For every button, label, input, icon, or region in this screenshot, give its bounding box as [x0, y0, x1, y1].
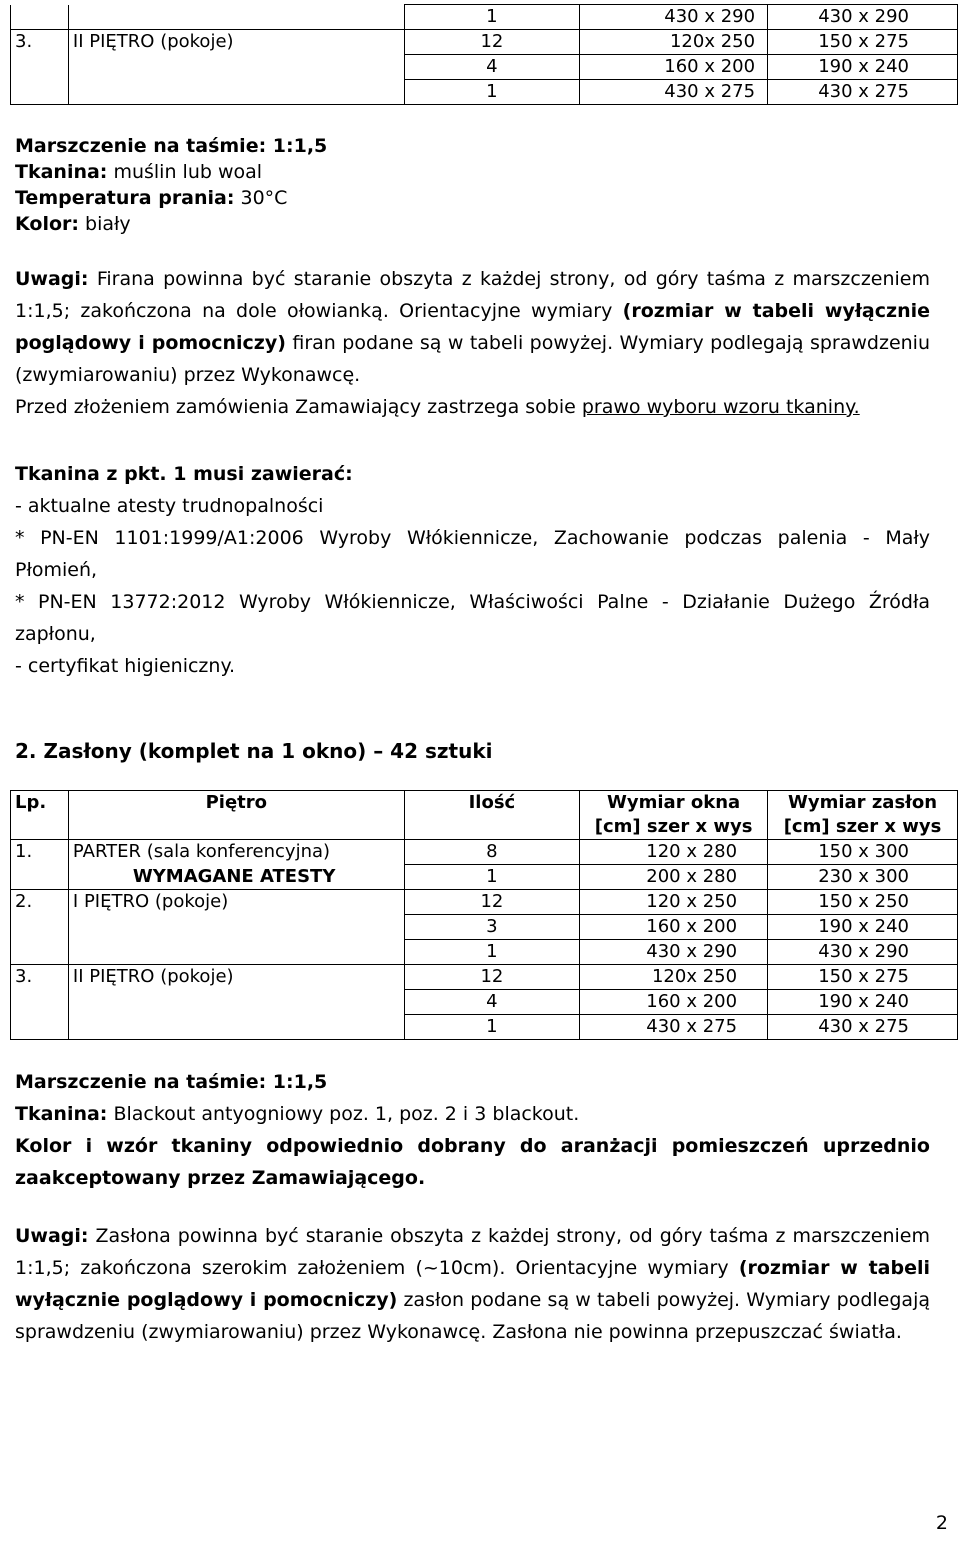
table-cell-ilosc: 12 — [404, 890, 580, 915]
table-row — [11, 55, 958, 80]
table-cell-pietro: II PIĘTRO (pokoje) — [68, 965, 404, 990]
table-cell-ilosc: 12 — [404, 30, 580, 55]
table-row — [11, 965, 958, 990]
table-cell-okno: 120 x 280 — [580, 840, 768, 865]
marszczenie-line: Marszczenie na taśmie: 1:1,5 — [15, 1071, 328, 1093]
temperatura-line — [15, 185, 327, 211]
header-line: Wymiar zasłon — [788, 792, 938, 813]
table-row — [11, 865, 958, 890]
header-line: [cm] szer x wys — [783, 816, 942, 837]
table-cell-okno: 120 x 250 — [580, 890, 768, 915]
table-row — [11, 915, 958, 940]
table-cell-pietro: PARTER (sala konferencyjna) — [68, 840, 404, 865]
table-cell-zaslon: 150 x 250 — [768, 890, 958, 915]
uwagi-label: Uwagi: — [15, 268, 89, 290]
uwagi-paragraph-zaslony — [15, 1220, 930, 1348]
requirement-item: * PN-EN 13772:2012 Wyroby Włókiennicze, Właściwości Palne - Działanie Dużego Źródła zapłonu, — [15, 591, 930, 645]
uwagi-label: Uwagi: — [15, 1225, 89, 1247]
tkanina-requirements — [15, 458, 930, 682]
table-cell-zaslon: 150 x 275 — [768, 965, 958, 990]
table-cell-ilosc: 1 — [404, 865, 580, 890]
curtain-spec — [15, 133, 327, 237]
tkanina-value: muślin lub woal — [107, 161, 263, 183]
page-number: 2 — [935, 1512, 948, 1534]
section-heading: 2. Zasłony (komplet na 1 okno) – 42 sztuki — [15, 739, 493, 763]
table-row — [11, 30, 958, 55]
tkanina-label: Tkanina: — [15, 161, 108, 183]
table-cell-zaslon: 430 x 290 — [768, 940, 958, 965]
kolor-label: Kolor: — [15, 213, 79, 235]
table-cell-okno: 200 x 280 — [580, 865, 768, 890]
table-cell-okno: 160 x 200 — [580, 990, 768, 1015]
table-cell-ilosc: 1 — [404, 5, 580, 30]
header-line: Wymiar okna — [607, 792, 741, 813]
table-cell-ilosc: 4 — [404, 990, 580, 1015]
table-cell-okno: 430 x 275 — [580, 80, 768, 105]
table-row — [11, 840, 958, 865]
table-cell-ilosc: 12 — [404, 965, 580, 990]
table-cell-lp — [11, 915, 69, 940]
table-cell-pietro: I PIĘTRO (pokoje) — [68, 890, 404, 915]
table-cell-okno: 160 x 200 — [580, 55, 768, 80]
requirement-item: - certyfikat higieniczny. — [15, 655, 236, 677]
table-cell-lp: 2. — [11, 890, 69, 915]
table-row — [11, 5, 958, 30]
table-cell-ilosc: 1 — [404, 80, 580, 105]
table-cell-pietro: WYMAGANE ATESTY — [68, 865, 404, 890]
table-cell-okno: 160 x 200 — [580, 915, 768, 940]
requirement-item: - aktualne atesty trudnopalności — [15, 495, 324, 517]
uwagi-text-2: firan podane są w tabeli powyżej. Wymiary podlegają sprawdzeniu (zwymiarowaniu) przez Wykonawcę. — [15, 332, 931, 386]
header-line: [cm] szer x wys — [594, 816, 753, 837]
table-cell-ilosc: 3 — [404, 915, 580, 940]
table-cell-okno: 120x 250 — [580, 965, 768, 990]
table-cell-lp — [11, 990, 69, 1015]
header-wymiar-okna — [580, 791, 768, 840]
table-cell-lp — [11, 55, 69, 80]
table-cell-pietro — [68, 80, 404, 105]
table-cell-okno: 430 x 275 — [580, 1015, 768, 1040]
table-cell-zaslon: 150 x 300 — [768, 840, 958, 865]
curtain-table-continuation — [10, 4, 958, 105]
table-cell-firana: 430 x 275 — [768, 80, 958, 105]
prawo-wyboru-text: prawo wyboru wzoru tkaniny. — [581, 396, 860, 418]
tkanina-label: Tkanina: — [15, 1103, 108, 1125]
przed-zlozeniem-text: Przed złożeniem zamówienia Zamawiający zastrzega sobie — [15, 396, 582, 418]
header-wymiar-zaslon — [768, 791, 958, 840]
table-cell-lp — [11, 80, 69, 105]
table-cell-zaslon: 430 x 275 — [768, 1015, 958, 1040]
table-cell-zaslon: 230 x 300 — [768, 865, 958, 890]
zaslony-spec — [15, 1066, 930, 1194]
table-cell-pietro — [68, 55, 404, 80]
table-cell-pietro — [68, 1015, 404, 1040]
table-cell-lp — [11, 5, 69, 30]
table-cell-firana: 190 x 240 — [768, 55, 958, 80]
table-cell-pietro — [68, 990, 404, 1015]
table-header-row — [11, 791, 958, 840]
table-cell-pietro — [68, 915, 404, 940]
table-cell-zaslon: 190 x 240 — [768, 915, 958, 940]
header-lp: Lp. — [11, 791, 69, 840]
table-cell-lp — [11, 865, 69, 890]
table-row — [11, 990, 958, 1015]
zaslony-table — [10, 790, 958, 1040]
header-ilosc: Ilość — [404, 791, 580, 840]
table-cell-lp: 1. — [11, 840, 69, 865]
uwagi-bold: (rozmiar w tabeli wyłącznie poglądowy i pomocniczy) — [15, 300, 930, 354]
table-cell-zaslon: 190 x 240 — [768, 990, 958, 1015]
table-cell-lp: 3. — [11, 30, 69, 55]
table-cell-ilosc: 8 — [404, 840, 580, 865]
table-cell-pietro — [68, 940, 404, 965]
table-row — [11, 1015, 958, 1040]
table-cell-firana: 150 x 275 — [768, 30, 958, 55]
table-cell-okno: 430 x 290 — [580, 5, 768, 30]
temperatura-label: Temperatura prania: — [15, 187, 235, 209]
kolor-line — [15, 211, 327, 237]
table-row — [11, 940, 958, 965]
table-cell-lp — [11, 940, 69, 965]
table-cell-firana: 430 x 290 — [768, 5, 958, 30]
uwagi-text: Firana powinna być staranie obszyta z każdej strony, od góry taśma z marszczeniem 1:1,5; zakończona na dole ołowianką. Orientacyjne wymiary — [15, 268, 930, 322]
requirement-item: * PN-EN 1101:1999/A1:2006 Wyroby Włókiennicze, Zachowanie podczas palenia - Mały Płomień, — [15, 527, 930, 581]
uwagi-paragraph-firany — [15, 263, 930, 423]
table-cell-lp — [11, 1015, 69, 1040]
table-cell-pietro — [68, 5, 404, 30]
requirements-heading: Tkanina z pkt. 1 musi zawierać: — [15, 463, 353, 485]
table-cell-okno: 120x 250 — [580, 30, 768, 55]
table-cell-okno: 430 x 290 — [580, 940, 768, 965]
uwagi-text: Zasłona powinna być staranie obszyta z każdej strony, od góry taśma z marszczeniem 1:1,5; zakończona szerokim założeniem (~10cm). Orientacyjne wymiary — [15, 1225, 930, 1279]
table-cell-ilosc: 1 — [404, 1015, 580, 1040]
table-cell-ilosc: 4 — [404, 55, 580, 80]
uwagi-bold: (rozmiar w tabeli wyłącznie poglądowy i pomocniczy) — [15, 1257, 931, 1311]
marszczenie-line: Marszczenie na taśmie: 1:1,5 — [15, 135, 328, 157]
table-row — [11, 890, 958, 915]
header-pietro: Piętro — [68, 791, 404, 840]
kolor-note: Kolor i wzór tkaniny odpowiednio dobrany do aranżacji pomieszczeń uprzednio zaakceptowany przez Zamawiającego. — [15, 1135, 930, 1189]
temperatura-value: 30°C — [234, 187, 288, 209]
table-cell-ilosc: 1 — [404, 940, 580, 965]
uwagi-text-2: zasłon podane są w tabeli powyżej. Wymiary podlegają sprawdzeniu (zwymiarowaniu) przez Wykonawcę. Zasłona nie powinna przepuszczać światła. — [15, 1289, 930, 1343]
table-cell-lp: 3. — [11, 965, 69, 990]
tkanina-line — [15, 159, 327, 185]
table-row — [11, 80, 958, 105]
kolor-value: biały — [78, 213, 131, 235]
tkanina-line — [15, 1098, 930, 1130]
tkanina-value: Blackout antyogniowy poz. 1, poz. 2 i 3 blackout. — [107, 1103, 580, 1125]
table-cell-pietro: II PIĘTRO (pokoje) — [68, 30, 404, 55]
